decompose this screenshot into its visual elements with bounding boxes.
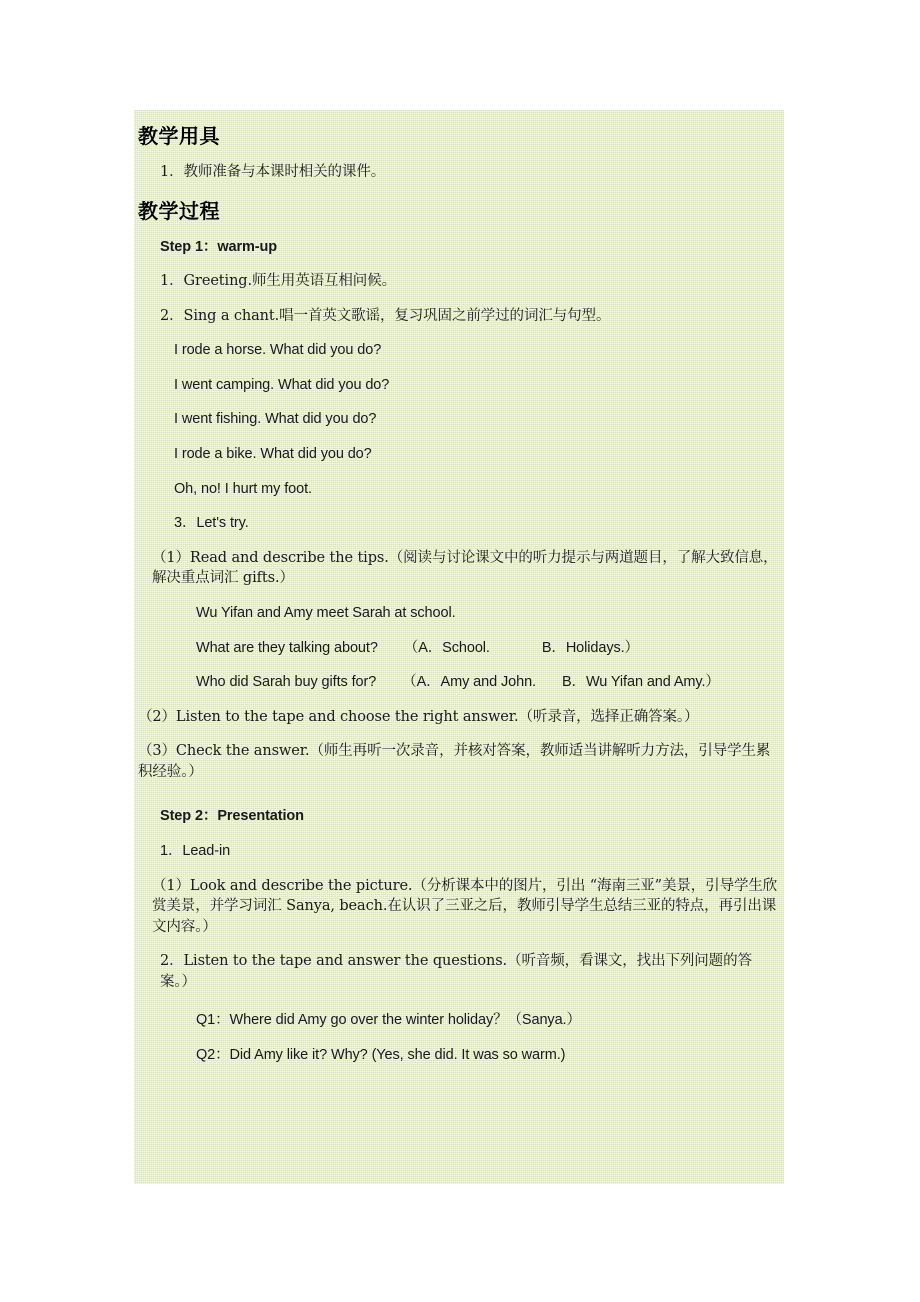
question-1-option-b: B．Holidays.）: [541, 639, 639, 656]
lesson-plan-content-block: [134, 110, 784, 1184]
step1-sub-1: （1）Read and describe the tips.（阅读与讨论课文中的听力提示与两道题目，了解大致信息，解决重点词汇 gifts.）: [152, 549, 778, 587]
listening-tip-line: Wu Yifan and Amy meet Sarah at school.: [196, 604, 456, 621]
chant-line-4: I rode a bike. What did you do?: [174, 446, 372, 463]
chant-line-3: I went fishing. What did you do?: [174, 411, 377, 428]
chant-line-5: Oh, no! I hurt my foot.: [174, 480, 312, 497]
step1-item-2: 2．Sing a chant.唱一首英文歌谣，复习巩固之前学过的词汇与句型。: [160, 307, 611, 324]
chant-line-1: I rode a horse. What did you do?: [174, 342, 382, 359]
question-2-stem: Who did Sarah buy gifts for?: [196, 674, 377, 691]
chant-line-2: I went camping. What did you do?: [174, 376, 390, 393]
step2-sub-1: （1）Look and describe the picture.（分析课本中的图片，引出 “海南三亚”美景，引导学生欣赏美景，并学习词汇 Sanya, beach.在认识了三亚之后，教师引导学生总结三亚的特点，再引出课文内容。）: [152, 877, 778, 935]
heading-teaching-aids: 教学用具: [138, 124, 220, 148]
question-2-option-b: B．Wu Yifan and Amy.）: [561, 674, 720, 691]
heading-teaching-process: 教学过程: [138, 198, 220, 223]
step2-item-1: 1．Lead-in: [160, 842, 231, 859]
step2-question-1: Q1：Where did Amy go over the winter holiday？（Sanya.）: [196, 1012, 581, 1029]
question-1-stem: What are they talking about?: [196, 639, 378, 656]
step1-sub-2: （2）Listen to the tape and choose the right answer.（听录音，选择正确答案。）: [138, 708, 699, 725]
step1-label: Step 1：warm-up: [160, 238, 278, 255]
step2-label: Step 2：Presentation: [160, 808, 304, 825]
section-spacer: [138, 789, 780, 799]
step1-item-3: 3．Let's try.: [174, 515, 249, 532]
question-1-option-a: （A．School.: [403, 639, 490, 656]
listening-question-1: [138, 631, 780, 666]
step1-item-1: 1．Greeting.师生用英语互相问候。: [160, 273, 396, 290]
step1-sub-3: （3）Check the answer.（师生再听一次录音，并核对答案，教师适当讲解听力方法，引导学生累积经验。）: [138, 743, 771, 780]
listening-question-2: [138, 665, 780, 700]
step2-item-2: 2．Listen to the tape and answer the questions.（听音频，看课文，找出下列问题的答案。）: [160, 953, 752, 990]
step2-question-2: Q2：Did Amy like it? Why? (Yes, she did. It was so warm.): [196, 1047, 566, 1064]
question-2-option-a: （A．Amy and John.: [402, 674, 536, 691]
teaching-aids-item-1: 1．教师准备与本课时相关的课件。: [160, 164, 386, 180]
